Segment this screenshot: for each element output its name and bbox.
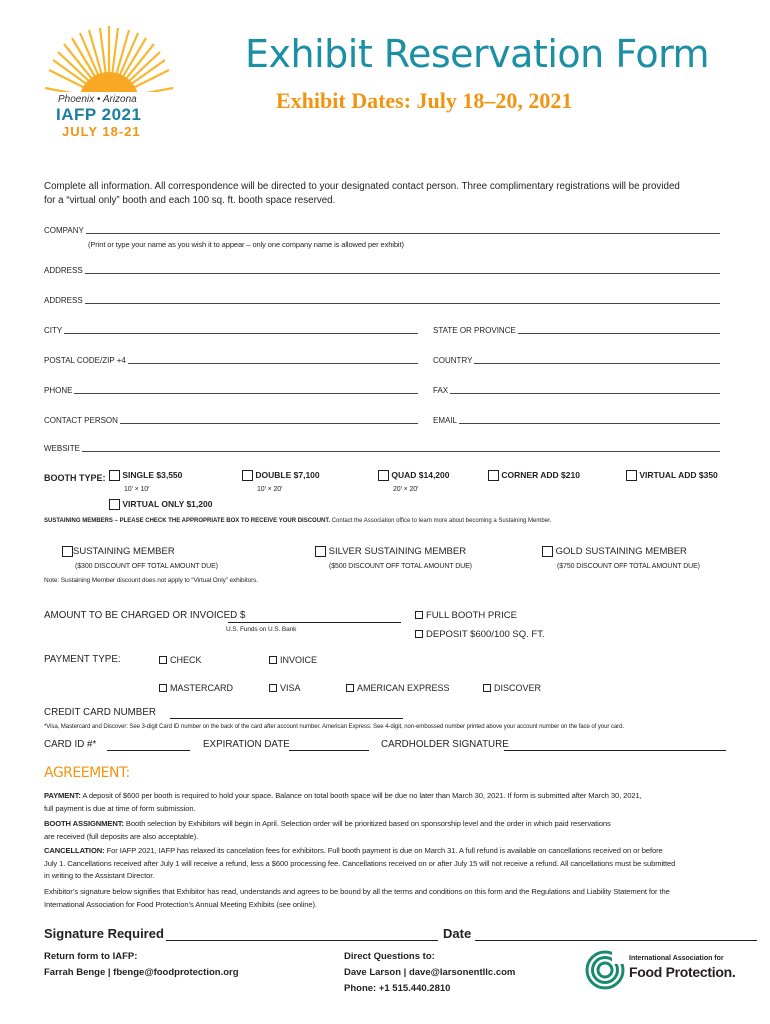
questions-contact: Dave Larson | dave@larsonentllc.com [344,967,516,978]
agreement-payment-heading: PAYMENT: [44,791,81,800]
gold-member-discount: ($750 DISCOUNT OFF TOTAL AMOUNT DUE) [557,563,700,570]
fax-field[interactable] [433,386,720,395]
deposit-option[interactable] [415,629,545,640]
contact-line[interactable] [120,416,418,424]
booth-type-label: BOOTH TYPE: [44,473,106,483]
phone-label: PHONE [44,386,73,395]
check-option[interactable] [159,655,202,665]
agreement-signature-text-2: International Association for Food Protection’s Annual Meeting Exhibits (see online). [44,900,317,909]
cardholder-input[interactable] [504,750,726,751]
city-field[interactable] [44,326,418,335]
logo-dates: JULY 18-21 [62,124,141,139]
booth-virtual-add-checkbox[interactable] [626,470,637,481]
contact-field[interactable] [44,416,418,425]
mastercard-label: MASTERCARD [170,683,234,693]
check-label: CHECK [170,655,202,665]
booth-single-size: 10' × 10' [124,486,150,493]
invoice-checkbox[interactable] [269,656,277,664]
postal-field[interactable] [44,356,418,365]
full-booth-checkbox[interactable] [415,611,423,619]
cc-number-label: CREDIT CARD NUMBER [44,707,156,718]
cc-note: *Visa, Mastercard and Discover: See 3-digit Card ID number on the back of the card after account number. American Express: See 4-digit, non-embossed number printed above your account number on the face of your card. [44,723,624,730]
company-label: COMPANY [44,226,84,235]
form-title: Exhibit Reservation Form [245,32,710,76]
booth-double-option[interactable] [242,470,320,481]
expiration-label: EXPIRATION DATE [203,739,290,750]
iafp-logo [585,948,736,996]
contact-label: CONTACT PERSON [44,416,118,425]
gold-member-option[interactable] [542,546,687,557]
agreement-booth [44,817,611,843]
booth-double-label: DOUBLE $7,100 [255,470,320,480]
amex-checkbox[interactable] [346,684,354,692]
mastercard-option[interactable] [159,683,233,693]
booth-quad-size: 20' × 20' [393,486,419,493]
payment-type-label: PAYMENT TYPE: [44,654,121,665]
country-line[interactable] [474,356,720,364]
booth-double-checkbox[interactable] [242,470,253,481]
booth-quad-option[interactable] [378,470,450,481]
invoice-label: INVOICE [280,655,318,665]
company-note: (Print or type your name as you wish it to appear – only one company name is allowed per exhibit) [88,240,404,249]
cc-number-input[interactable] [170,718,403,719]
agreement-payment-text-1: A deposit of $600 per booth is required to hold your space. Balance on total booth space will be due no later than March 30, 2021. If form is submitted after March 30, 2021, [80,791,642,800]
phone-field[interactable] [44,386,418,395]
questions-phone: Phone: +1 515.440.2810 [344,983,451,994]
discover-checkbox[interactable] [483,684,491,692]
country-field[interactable] [433,356,720,365]
card-id-input[interactable] [107,750,190,751]
logo-city: Phoenix • Arizona [58,94,137,105]
booth-virtual-add-label: VIRTUAL ADD $350 [639,470,718,480]
agreement-booth-heading: BOOTH ASSIGNMENT: [44,819,124,828]
agreement-signature-note [44,885,670,911]
booth-single-checkbox[interactable] [109,470,120,481]
city-line[interactable] [64,326,418,334]
intro-line-2: for a “virtual only” booth and each 100 sq. ft. booth space reserved. [44,195,336,206]
phone-line[interactable] [74,386,418,394]
agreement-cancellation-heading: CANCELLATION: [44,846,105,855]
country-label: COUNTRY [433,356,473,365]
address-label-2: ADDRESS [44,296,83,305]
sun-icon [44,22,174,102]
email-label: EMAIL [433,416,458,425]
sustaining-member-checkbox[interactable] [62,546,73,557]
address-field-2[interactable] [44,296,720,305]
signature-input[interactable] [166,940,438,941]
booth-double-size: 10' × 20' [257,486,283,493]
visa-checkbox[interactable] [269,684,277,692]
mastercard-checkbox[interactable] [159,684,167,692]
amex-label: AMERICAN EXPRESS [357,683,450,693]
state-label: STATE OR PROVINCE [433,326,516,335]
check-checkbox[interactable] [159,656,167,664]
visa-option[interactable] [269,683,301,693]
email-field[interactable] [433,416,720,425]
booth-quad-label: QUAD $14,200 [391,470,450,480]
agreement-signature-text-1: Exhibitor’s signature below signifies that Exhibitor has read, understands and agrees to be bound by all the terms and conditions on this form and the Regulations and Liability Statement for the [44,887,670,896]
agreement-cancellation-text-2: July 1. Cancellations received after July 1 will receive a refund, less a $600 processing fee. Cancellations received on or after July 15 will not receive a refund. All cancellations must be submitted [44,858,676,868]
email-line[interactable] [459,416,720,424]
booth-quad-checkbox[interactable] [378,470,389,481]
card-id-label: CARD ID #* [44,739,97,750]
date-input[interactable] [475,940,757,941]
address-line-2[interactable] [85,296,720,304]
postal-label: POSTAL CODE/ZIP +4 [44,356,126,365]
amount-label: AMOUNT TO BE CHARGED OR INVOICED $ [44,610,246,621]
intro-line-1: Complete all information. All correspondence will be directed to your designated contact person. Three complimentary registrations will be provided [44,181,680,192]
amex-option[interactable] [346,683,450,693]
expiration-input[interactable] [289,750,369,751]
booth-corner-label: CORNER ADD $210 [501,470,580,480]
fax-line[interactable] [450,386,720,394]
date-label: Date [443,926,472,941]
sustaining-note [44,518,551,524]
booth-virtual-only-label: VIRTUAL ONLY $1,200 [122,499,213,509]
address-line-1[interactable] [85,266,720,274]
website-label: WEBSITE [44,444,81,453]
deposit-checkbox[interactable] [415,630,423,638]
gold-member-checkbox[interactable] [542,546,553,557]
questions-label: Direct Questions to: [344,951,435,962]
sustaining-member-discount: ($300 DISCOUNT OFF TOTAL AMOUNT DUE) [75,563,218,570]
booth-single-option[interactable] [109,470,182,481]
agreement-cancellation-text-1: For IAFP 2021, IAFP has relaxed its cancelation fees for exhibitors. Full booth payment is due on March 31. A full refund is available on cancellations received on or before [104,846,663,855]
agreement-booth-text-2: are received (full deposits are also acceptable). [44,832,199,841]
iafp-logo-line-1: International Association for [629,955,724,962]
agreement-heading: AGREEMENT: [44,765,130,781]
signature-label: Signature Required [44,926,164,941]
return-contact: Farrah Benge | fbenge@foodprotection.org [44,967,239,978]
booth-corner-option[interactable] [488,470,580,481]
booth-virtual-only-checkbox[interactable] [109,499,120,510]
exhibit-dates: Exhibit Dates: July 18–20, 2021 [276,88,573,113]
virtual-discount-note: Note: Sustaining Member discount does not apply to “Virtual Only” exhibitors. [44,577,259,584]
cardholder-label: CARDHOLDER SIGNATURE [381,739,509,750]
silver-member-option[interactable] [315,546,466,557]
agreement-payment [44,789,642,815]
visa-label: VISA [280,683,301,693]
agreement-booth-text-1: Booth selection by Exhibitors will begin in April. Selection order will be prioritized based on sponsorship level and the order in which paid reservations [123,819,611,828]
city-label: CITY [44,326,63,335]
booth-corner-checkbox[interactable] [488,470,499,481]
iafp-2021-logo [44,22,174,142]
booth-virtual-only-option[interactable] [109,499,212,510]
website-field[interactable] [44,444,720,453]
address-field-1[interactable] [44,266,720,275]
invoice-option[interactable] [269,655,317,665]
booth-single-label: SINGLE $3,550 [122,470,183,480]
funds-note: U.S. Funds on U.S. Bank [226,626,297,633]
website-line[interactable] [82,444,720,452]
iafp-logo-line-2: Food Protection. [629,964,736,980]
postal-line[interactable] [128,356,418,364]
agreement-cancellation [44,845,675,883]
discover-option[interactable] [483,683,541,693]
sustaining-note-text: Contact the Association office to learn more about becoming a Sustaining Member. [330,518,552,524]
sustaining-member-label: SUSTAINING MEMBER [73,546,175,558]
fax-label: FAX [433,386,449,395]
silver-member-checkbox[interactable] [315,546,326,557]
silver-member-label: SILVER SUSTAINING MEMBER [328,546,467,558]
state-field[interactable] [433,326,720,335]
company-line[interactable] [86,226,720,234]
sustaining-member-option[interactable] [62,546,175,557]
amount-input[interactable] [228,622,401,623]
full-booth-label: FULL BOOTH PRICE [426,610,517,621]
company-field[interactable] [44,226,720,235]
gold-member-label: GOLD SUSTAINING MEMBER [555,546,687,558]
deposit-label: DEPOSIT $600/100 SQ. FT. [426,629,545,640]
return-label: Return form to IAFP: [44,951,138,962]
sustaining-note-bold: SUSTAINING MEMBERS – PLEASE CHECK THE APPROPRIATE BOX TO RECEIVE YOUR DISCOUNT. [44,518,331,524]
agreement-payment-text-2: full payment is due at time of form submission. [44,804,196,813]
logo-name: IAFP 2021 [56,105,142,124]
booth-virtual-add-option[interactable] [626,470,718,481]
agreement-cancellation-text-3: in writing to the Assistant Director. [44,871,155,880]
silver-member-discount: ($500 DISCOUNT OFF TOTAL AMOUNT DUE) [329,563,472,570]
discover-label: DISCOVER [494,683,542,693]
full-booth-option[interactable] [415,610,517,621]
state-line[interactable] [518,326,720,334]
address-label-1: ADDRESS [44,266,83,275]
iafp-emblem-icon [585,950,625,990]
